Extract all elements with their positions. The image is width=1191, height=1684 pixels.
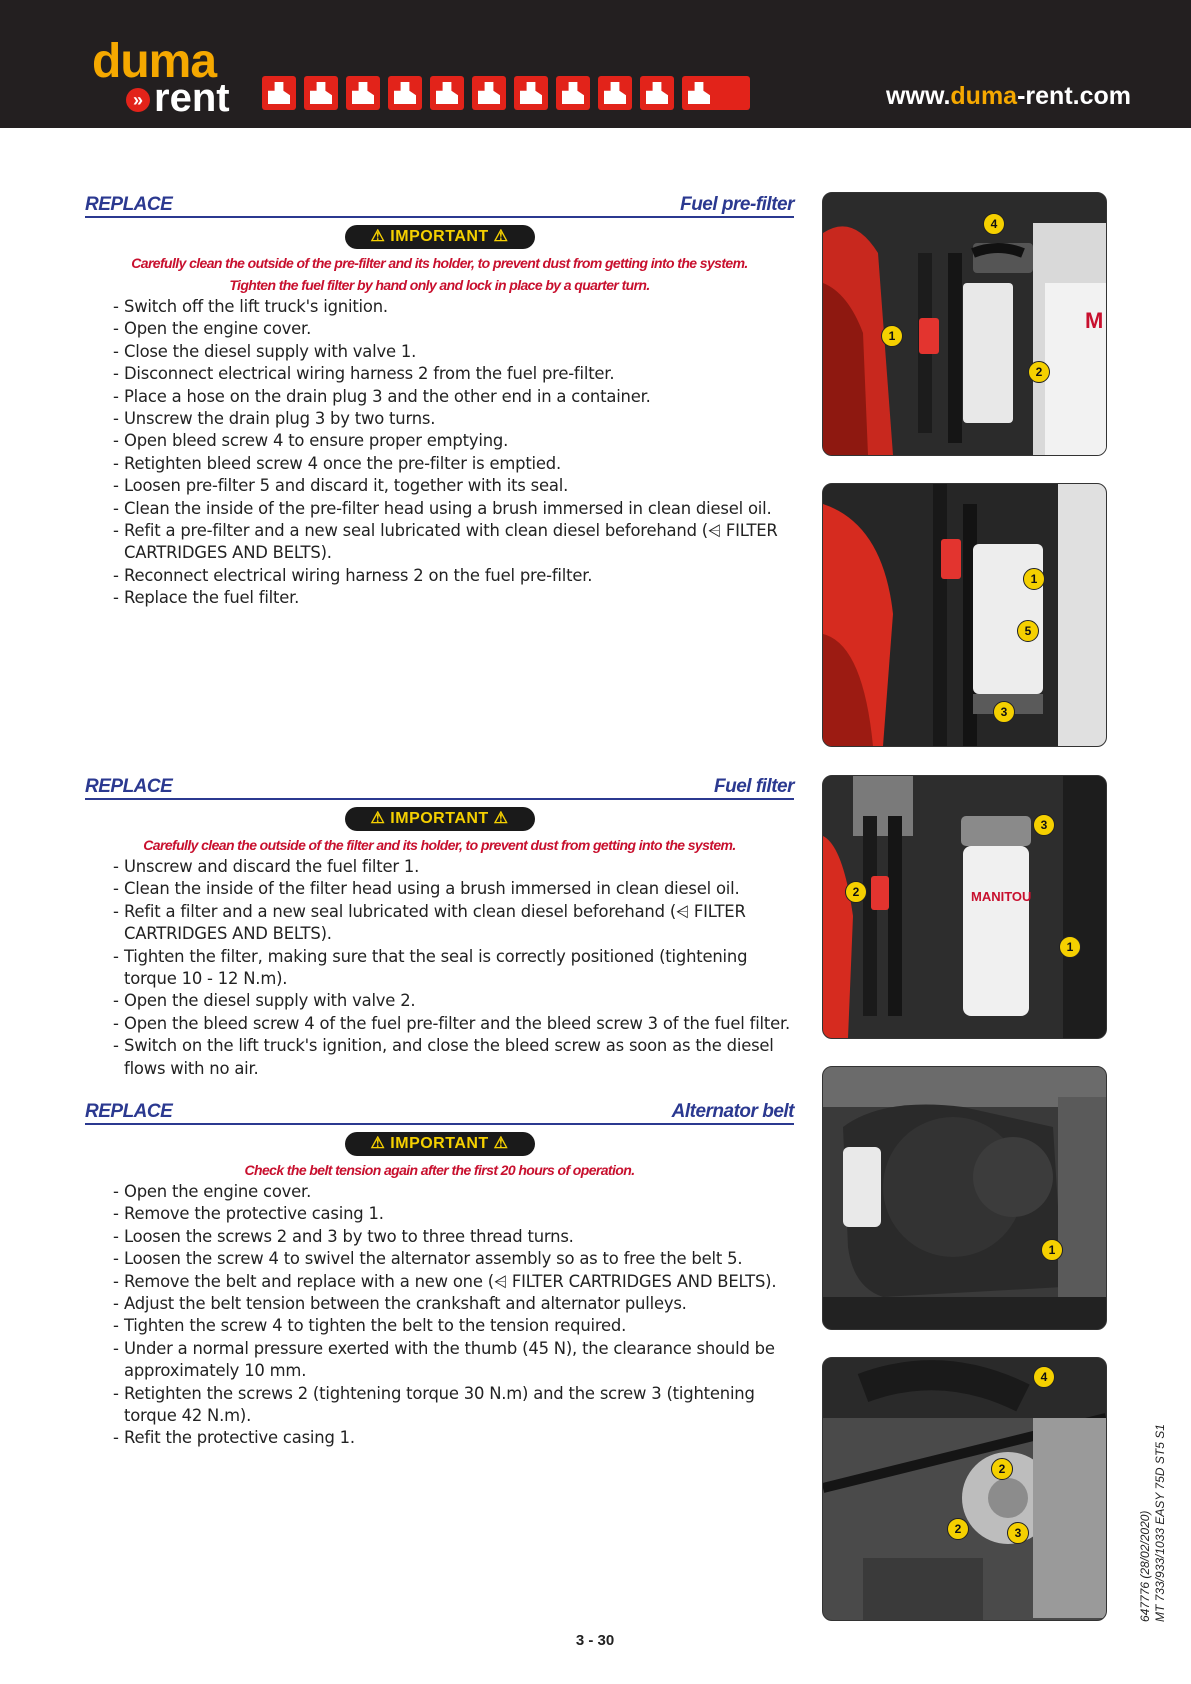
step-item: - Disconnect electrical wiring harness 2 from the fuel pre-filter.	[113, 363, 794, 385]
section-heading	[85, 772, 794, 800]
skid-steer-icon	[472, 76, 506, 110]
callout-badge: 4	[1033, 1366, 1055, 1388]
step-item: - Switch off the lift truck's ignition.	[113, 296, 794, 318]
step-item: - Refit a filter and a new seal lubricated with clean diesel beforehand (⩤ FILTER CARTRIDGES AND BELTS).	[113, 901, 794, 946]
section-heading	[85, 190, 794, 218]
machine-icons-strip	[262, 76, 750, 110]
photo-protective-casing	[822, 1066, 1107, 1330]
callout-badge: 2	[991, 1458, 1013, 1480]
section-subject-title: Fuel pre-filter	[680, 194, 794, 215]
filter-brand-text: M	[1085, 308, 1104, 333]
important-label: ⚠ IMPORTANT ⚠	[345, 225, 535, 249]
logo-text-bottom: rent	[154, 76, 230, 120]
step-item: - Remove the belt and replace with a new one (⩤ FILTER CARTRIDGES AND BELTS).	[113, 1271, 794, 1293]
photo-fuel-pre-filter	[822, 192, 1107, 456]
step-item: - Refit the protective casing 1.	[113, 1427, 794, 1449]
step-item: - Tighten the screw 4 to tighten the belt to the tension required.	[113, 1315, 794, 1337]
website-brand: duma	[950, 82, 1018, 110]
step-item: - Open the engine cover.	[113, 1181, 794, 1203]
callout-badge: 3	[1033, 814, 1055, 836]
important-note: Check the belt tension again after the first 20 hours of operation.	[244, 1162, 635, 1178]
important-note: Carefully clean the outside of the filter and its holder, to prevent dust from getting into the system.	[143, 837, 736, 853]
step-item: - Clean the inside of the filter head using a brush immersed in clean diesel oil.	[113, 878, 794, 900]
step-list	[85, 296, 794, 610]
section-fuel-filter	[85, 772, 794, 1080]
callout-badge: 2	[1028, 361, 1050, 383]
step-item: - Open the diesel supply with valve 2.	[113, 990, 794, 1012]
articulated-lift-icon	[640, 76, 674, 110]
callout-badge: 1	[1041, 1239, 1063, 1261]
website-link[interactable]	[886, 82, 1131, 111]
duma-rent-logo[interactable]	[92, 35, 230, 120]
step-item: - Unscrew the drain plug 3 by two turns.	[113, 408, 794, 430]
boom-lift-icon	[598, 76, 632, 110]
important-note: Carefully clean the outside of the pre-filter and its holder, to prevent dust from getting into the system.	[131, 255, 748, 271]
step-item: - Reconnect electrical wiring harness 2 on the fuel pre-filter.	[113, 565, 794, 587]
callout-badge: 5	[1017, 620, 1039, 642]
section-heading	[85, 1097, 794, 1125]
step-item: - Switch on the lift truck's ignition, and close the bleed screw as soon as the diesel flows with no air.	[113, 1035, 794, 1080]
crane-truck-icon	[514, 76, 548, 110]
callout-badge: 2	[947, 1518, 969, 1540]
important-label: ⚠ IMPORTANT ⚠	[345, 1132, 535, 1156]
chevron-right-icon: »	[126, 88, 150, 112]
step-item: - Under a normal pressure exerted with the thumb (45 N), the clearance should be approximately 10 mm.	[113, 1338, 794, 1383]
forklift-icon	[304, 76, 338, 110]
engine-photo-illustration	[823, 193, 1106, 455]
page-header	[0, 0, 1191, 128]
document-reference-line: MT 733/933/1033 EASY 75D ST5 S1	[1153, 1424, 1167, 1622]
section-action-title: REPLACE	[85, 194, 173, 215]
step-item: - Clean the inside of the pre-filter head using a brush immersed in clean diesel oil.	[113, 498, 794, 520]
step-item: - Remove the protective casing 1.	[113, 1203, 794, 1225]
tractor-icon	[430, 76, 464, 110]
mobile-crane-icon	[682, 76, 750, 110]
section-action-title: REPLACE	[85, 1101, 173, 1122]
document-reference	[1138, 1424, 1168, 1622]
step-item: - Replace the fuel filter.	[113, 587, 794, 609]
section-action-title: REPLACE	[85, 776, 173, 797]
callout-badge: 1	[1023, 568, 1045, 590]
important-note: Tighten the fuel filter by hand only and lock in place by a quarter turn.	[229, 277, 650, 293]
logo-bottom	[126, 78, 230, 118]
section-alternator-belt	[85, 1097, 794, 1450]
page-number: 3 - 30	[575, 1632, 615, 1649]
step-item: - Retighten bleed screw 4 once the pre-filter is emptied.	[113, 453, 794, 475]
telehandler-icon	[388, 76, 422, 110]
callout-badge: 2	[845, 881, 867, 903]
callout-badge: 3	[1007, 1522, 1029, 1544]
step-item: - Retighten the screws 2 (tightening torque 30 N.m) and the screw 3 (tightening torque 42 N.m).	[113, 1383, 794, 1428]
step-item: - Open bleed screw 4 to ensure proper emptying.	[113, 430, 794, 452]
step-item: - Loosen the screws 2 and 3 by two to three thread turns.	[113, 1226, 794, 1248]
step-item: - Loosen the screw 4 to swivel the alternator assembly so as to free the belt 5.	[113, 1248, 794, 1270]
photo-alternator-belt	[822, 1357, 1107, 1621]
step-item: - Tighten the filter, making sure that the seal is correctly positioned (tightening torque 10 - 12 N.m).	[113, 946, 794, 991]
engine-photo-illustration	[823, 484, 1106, 746]
document-reference-line: 647776 (28/02/2020)	[1138, 1510, 1152, 1622]
callout-badge: 4	[983, 213, 1005, 235]
engine-photo-illustration	[823, 1358, 1106, 1620]
step-item: - Close the diesel supply with valve 1.	[113, 341, 794, 363]
section-subject-title: Fuel filter	[713, 776, 794, 797]
step-item: - Place a hose on the drain plug 3 and the other end in a container.	[113, 386, 794, 408]
excavator-icon	[556, 76, 590, 110]
callout-badge: 1	[1059, 936, 1081, 958]
callout-badge: 1	[881, 325, 903, 347]
important-label: ⚠ IMPORTANT ⚠	[345, 807, 535, 831]
step-item: - Unscrew and discard the fuel filter 1.	[113, 856, 794, 878]
step-item: - Open the engine cover.	[113, 318, 794, 340]
callout-badge: 3	[993, 701, 1015, 723]
website-suffix: -rent.com	[1017, 82, 1131, 110]
step-item: - Refit a pre-filter and a new seal lubricated with clean diesel beforehand (⩤ FILTER CARTRIDGES AND BELTS).	[113, 520, 794, 565]
step-list	[85, 1181, 794, 1450]
section-fuel-pre-filter	[85, 190, 794, 610]
photo-fuel-filter	[822, 775, 1107, 1039]
step-item: - Open the bleed screw 4 of the fuel pre-filter and the bleed screw 3 of the fuel filter.	[113, 1013, 794, 1035]
step-item: - Adjust the belt tension between the crankshaft and alternator pulleys.	[113, 1293, 794, 1315]
wheel-loader-icon	[262, 76, 296, 110]
website-prefix: www.	[886, 82, 951, 110]
logo-text-top: duma	[92, 35, 217, 88]
scissor-lift-icon	[346, 76, 380, 110]
step-list	[85, 856, 794, 1080]
section-subject-title: Alternator belt	[671, 1101, 794, 1122]
step-item: - Loosen pre-filter 5 and discard it, together with its seal.	[113, 475, 794, 497]
filter-brand-text: MANITOU	[971, 889, 1032, 904]
engine-photo-illustration	[823, 1067, 1106, 1329]
engine-photo-illustration	[823, 776, 1106, 1038]
photo-pre-filter-side	[822, 483, 1107, 747]
